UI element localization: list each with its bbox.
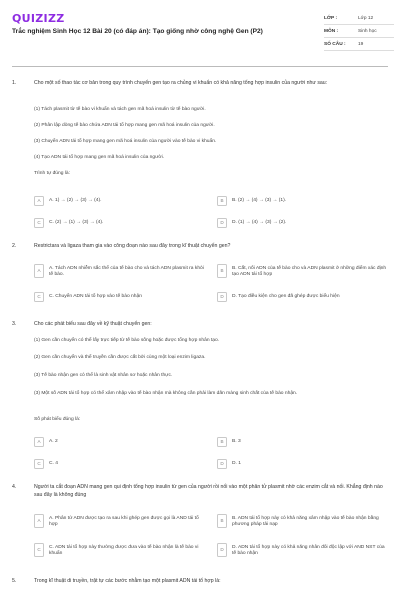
statement: (3) Chuyển ADN tái tổ hợp mang gen mã hoá insulin của người vào tế bào vi khuẩn. — [34, 139, 217, 144]
document-title: Trắc nghiệm Sinh Học 12 Bài 20 (có đáp án): Tạo giống nhờ công nghệ Gen (P2) — [12, 28, 263, 35]
option-box[interactable]: B — [217, 196, 227, 206]
option-b[interactable]: B B. ADN tái tổ hợp này có khả năng xâm nhập vào tế bào nhận bằng phương pháp tải nạp — [217, 514, 389, 528]
question-1 — [12, 80, 390, 240]
statement: (1) Tách plasmit từ tế bào vi khuẩn và tách gen mã hoá insulin từ tế bào người. — [34, 107, 206, 112]
option-b[interactable]: B B. 3 — [217, 437, 387, 447]
option-box[interactable]: B — [217, 437, 227, 447]
option-b[interactable]: B B. Cắt, nối ADN của tế bào cho và ADN plasmit ở những điểm xác định tạo ADN tái tổ hợp — [217, 264, 389, 278]
option-d[interactable]: D D. (1) → (4) → (3) → (2). — [217, 218, 387, 228]
question-number: 1. — [12, 80, 17, 86]
document-header — [0, 0, 400, 64]
question-4 — [12, 484, 390, 574]
statement: (3) Một số ADN tái tổ hợp có thể xâm nhập vào tế bào nhận mà không cần phải làm dãn màng sinh chất của tế bào nhận. — [34, 391, 298, 396]
option-box[interactable]: B — [217, 514, 227, 528]
statement: (2) Gen cần chuyển và thể truyền cần được cắt bởi cùng một loại enzim ligaza. — [34, 355, 206, 360]
option-box[interactable]: A — [34, 196, 44, 206]
question-2 — [12, 243, 390, 313]
option-a[interactable]: A A. Phân tử ADN được tạo ra sau khi ghép gen được gọi là AND tái tổ hợp — [34, 514, 206, 528]
statement: (4) Tạo ADN tái tổ hợp mang gen mã hoá insulin của người. — [34, 155, 165, 160]
statement: Số phát biểu đúng là: — [34, 417, 81, 422]
option-d[interactable]: D D. Tạo điều kiện cho gen đã ghép được biểu hiện — [217, 292, 389, 302]
question-number: 4. — [12, 484, 17, 490]
option-box[interactable]: C — [34, 459, 44, 469]
question-number: 3. — [12, 321, 17, 327]
option-d[interactable]: D D. ADN tái tổ hợp này có khả năng nhân đôi độc lập với AND NST của tế bào nhận — [217, 543, 389, 557]
option-box[interactable]: C — [34, 218, 44, 228]
question-3 — [12, 321, 390, 471]
option-a[interactable]: A A. 1) → (2) → (3) → (4). — [34, 196, 204, 206]
question-number: 5. — [12, 578, 17, 584]
option-box[interactable]: D — [217, 292, 227, 302]
option-box[interactable]: B — [217, 264, 227, 278]
option-box[interactable]: A — [34, 264, 44, 278]
option-c[interactable]: C C. 4 — [34, 459, 204, 469]
option-a[interactable]: A A. 2 — [34, 437, 204, 447]
option-box[interactable]: A — [34, 437, 44, 447]
statement: Trình tự đúng là: — [34, 171, 70, 176]
question-text: Cho các phát biểu sau đây về kỹ thuật chuyển gen: — [34, 321, 152, 327]
statement: (1) Gen cần chuyển có thể lấy trực tiếp từ tế bào sống hoặc được tổng hợp nhân tạo. — [34, 338, 220, 343]
question-text: Trong kĩ thuật di truyền, trật tự các bước nhằm tạo một plasmit ADN tái tổ hợp là: — [34, 578, 221, 584]
option-b[interactable]: B B. (2) → (4) → (3) → (1). — [217, 196, 387, 206]
meta-row-grade: LỚP : Lớp 12 — [324, 12, 394, 25]
question-5 — [12, 578, 390, 592]
meta-row-count: SỐ CÂU : 19 — [324, 38, 394, 51]
brand-logo: QUIZIZZ — [12, 12, 65, 25]
option-box[interactable]: A — [34, 514, 44, 528]
option-d[interactable]: D D. 1 — [217, 459, 387, 469]
option-box[interactable]: D — [217, 218, 227, 228]
option-box[interactable]: D — [217, 543, 227, 557]
statement: (2) Phân lập dòng tế bào chứa ADN tái tổ hợp mang gen mã hoá insulin của người. — [34, 123, 215, 128]
option-box[interactable]: D — [217, 459, 227, 469]
option-box[interactable]: C — [34, 292, 44, 302]
question-text: Restrictara và ligaza tham gia vào công đoạn nào sau đây trong kĩ thuật chuyển gen? — [34, 243, 231, 249]
statement: (3) Tế bào nhận gen có thể là sinh vật nhân sơ hoặc nhân thực. — [34, 373, 173, 378]
option-box[interactable]: C — [34, 543, 44, 557]
option-c[interactable]: C C. ADN tái tổ hợp này thường được đưa vào tế bào nhận là tế bào vi khuẩn — [34, 543, 206, 557]
meta-panel — [324, 12, 394, 51]
option-c[interactable]: C C. Chuyển ADN tái tổ hợp vào tế bào nhận — [34, 292, 206, 302]
option-c[interactable]: C C. (2) → (1) → (3) → (4). — [34, 218, 204, 228]
option-a[interactable]: A A. Tách ADN nhiễm sắc thể của tế bào cho và tách ADN plasmit ra khỏi tế bào. — [34, 264, 206, 278]
question-text: Người ta cắt đoạn ADN mang gen qui định tổng hợp insulin từ gen của người rồi nối vào một phân tử plasmit nhờ các enzim cắt và nối. Khẳng định nào sau đây là không đúng — [34, 484, 383, 498]
header-divider — [12, 66, 388, 67]
question-text: Cho một số thao tác cơ bản trong quy trình chuyển gen tạo ra chủng vi khuẩn có khả năng tổng hợp insulin của người như sau: — [34, 80, 328, 86]
question-number: 2. — [12, 243, 17, 249]
meta-row-subject: MÔN : Sinh học — [324, 25, 394, 38]
